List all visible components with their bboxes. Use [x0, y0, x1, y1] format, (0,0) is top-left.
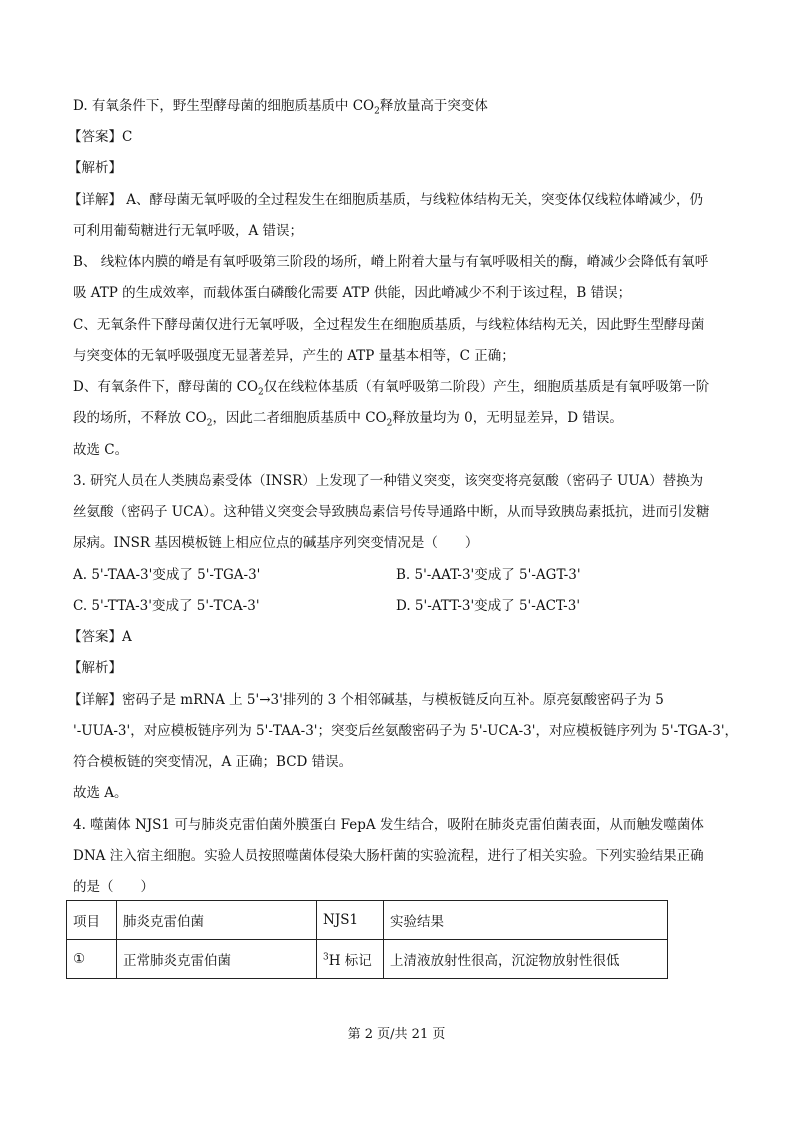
answer-tag: 【答案】	[68, 629, 122, 645]
question-3-line: 尿病。INSR 基因模板链上相应位点的碱基序列突变情况是（ ）	[73, 535, 479, 551]
table-header-cell: 项目	[67, 901, 117, 940]
detail-line: '-UUA-3'，对应模板链序列为 5'-TAA-3'；突变后丝氨酸密码子为 5'-UCA-3'，对应模板链序列为 5'-TGA-3'，	[73, 723, 739, 739]
text: D、有氧条件下，酵母菌的 CO	[73, 379, 259, 395]
detail-line: C、无氧条件下酵母菌仅进行无氧呼吸，全过程发生在细胞质基质，与线粒体结构无关，因此野生型酵母菌	[73, 317, 705, 333]
table-header-row	[67, 901, 668, 940]
table-cell	[317, 940, 384, 979]
subscript: 2	[374, 106, 380, 117]
text: 仅在线粒体基质（有氧呼吸第二阶段）产生，细胞质基质是有氧呼吸第一阶	[263, 379, 710, 395]
option-c: C. 5'-TTA-3'变成了 5'-TCA-3'	[73, 598, 260, 614]
detail-line: 可利用葡萄糖进行无氧呼吸，A 错误；	[73, 223, 304, 239]
table-header-cell: NJS1	[317, 901, 384, 940]
option-a: A. 5'-TAA-3'变成了 5'-TGA-3'	[73, 567, 261, 583]
table-cell: 正常肺炎克雷伯菌	[117, 940, 317, 979]
option-b: B. 5'-AAT-3'变成了 5'-AGT-3'	[396, 567, 581, 583]
answer-value: A	[122, 629, 132, 645]
subscript: 2	[258, 387, 264, 398]
page-footer: 第 2 页/共 21 页	[347, 1027, 446, 1042]
analysis-tag-2: 【解析】	[68, 660, 122, 676]
detail-line: 符合模板链的突变情况，A 正确；BCD 错误。	[73, 754, 353, 770]
answer-line-2	[68, 627, 132, 647]
table-header-cell: 肺炎克雷伯菌	[117, 901, 317, 940]
detail-line: 【详解】密码子是 mRNA 上 5'→3'排列的 3 个相邻碱基，与模板链反向互补。原亮氨酸密码子为 5	[68, 692, 664, 708]
answer-tag: 【答案】	[68, 129, 122, 145]
detail-line: 吸 ATP 的生成效率，而载体蛋白磷酸化需要 ATP 供能，因此嵴减少不利于该过程，B 错误；	[73, 285, 632, 301]
detail-line: 与突变体的无氧呼吸强度无显著差异，产生的 ATP 量基本相等，C 正确；	[73, 348, 515, 364]
subscript: 2	[386, 418, 393, 429]
detail-line	[73, 377, 709, 397]
table-cell: ①	[67, 940, 117, 979]
conclusion-line: 故选 C。	[73, 442, 129, 458]
option-d: D. 5'-ATT-3'变成了 5'-ACT-3'	[396, 598, 581, 614]
experiment-table	[66, 900, 668, 979]
question-3-line: 3. 研究人员在人类胰岛素受体（INSR）上发现了一种错义突变，该突变将亮氨酸（密码子 UUA）替换为	[73, 473, 704, 489]
table-row	[67, 940, 668, 979]
superscript: 3	[323, 952, 329, 963]
table-cell: 上清液放射性很高，沉淀物放射性很低	[384, 940, 668, 979]
analysis-tag-1: 【解析】	[68, 160, 122, 176]
text: 段的场所，不释放 CO	[73, 410, 207, 426]
text: ，因此二者细胞质基质中 CO	[212, 410, 387, 426]
text: 释放量均为 0，无明显差异，D 错误。	[392, 410, 623, 426]
detail-line	[73, 408, 623, 428]
conclusion-line: 故选 A。	[73, 785, 128, 801]
question-4-line: DNA 注入宿主细胞。实验人员按照噬菌体侵染大肠杆菌的实验流程，进行了相关实验。下列实验结果正确	[73, 848, 704, 864]
text: D. 有氧条件下，野生型酵母菌的细胞质基质中 CO	[73, 98, 375, 114]
table-header-cell: 实验结果	[384, 901, 668, 940]
text: H 标记	[328, 953, 372, 969]
detail-line: B、 线粒体内膜的嵴是有氧呼吸第三阶段的场所，嵴上附着大量与有氧呼吸相关的酶，嵴减少会降低有氧呼	[73, 254, 709, 270]
text: 释放量高于突变体	[379, 98, 488, 114]
option-d-line	[73, 96, 488, 116]
answer-line-1	[68, 127, 132, 147]
question-3-line: 丝氨酸（密码子 UCA）。这种错义突变会导致胰岛素信号传导通路中断，从而导致胰岛素抵抗，进而引发糖	[73, 504, 710, 520]
question-4-line: 4. 噬菌体 NJS1 可与肺炎克雷伯菌外膜蛋白 FepA 发生结合，吸附在肺炎克雷伯菌表面，从而触发噬菌体	[73, 817, 704, 833]
detail-line: 【详解】 A、酵母菌无氧呼吸的全过程发生在细胞质基质，与线粒体结构无关，突变体仅线粒体嵴减少，仍	[68, 192, 704, 208]
answer-value: C	[122, 129, 133, 145]
subscript: 2	[206, 418, 213, 429]
question-4-line: 的是（ ）	[73, 879, 154, 895]
